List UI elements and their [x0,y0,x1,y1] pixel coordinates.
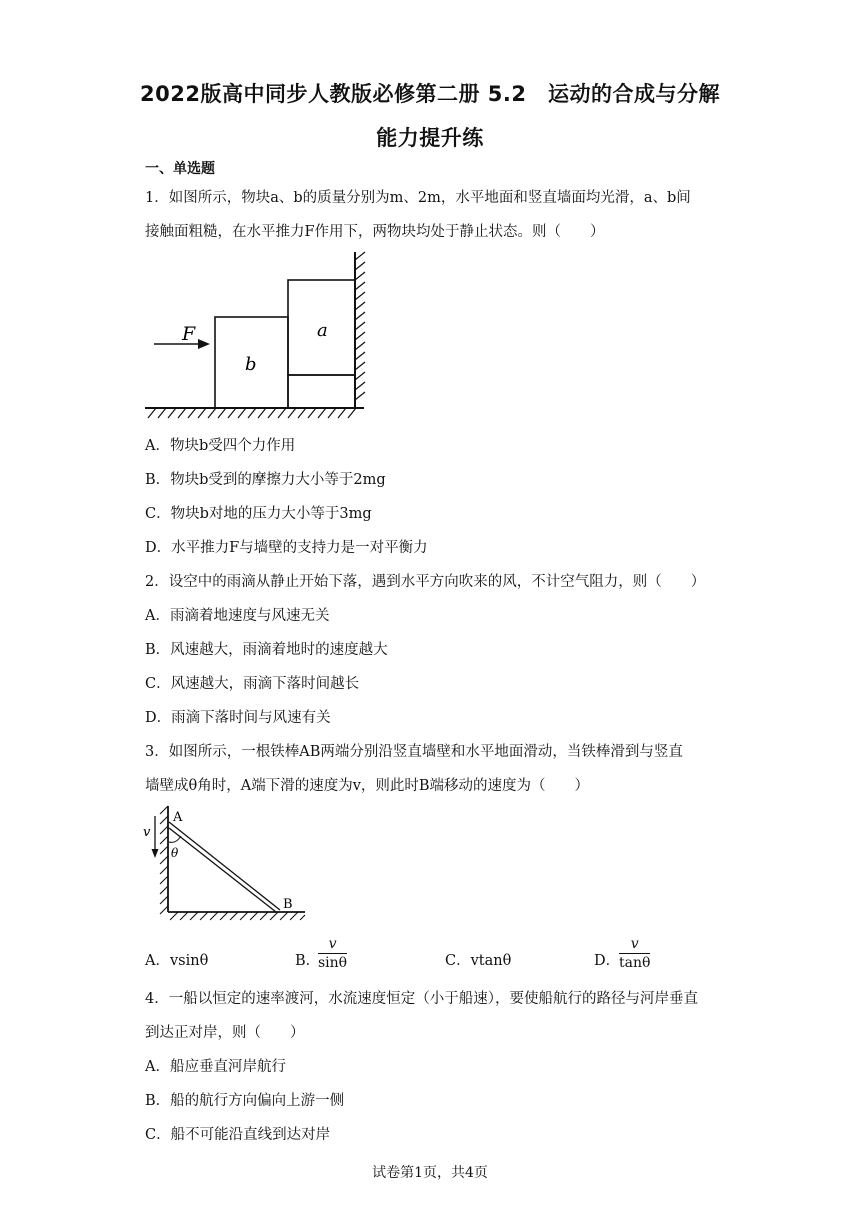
question-1-stem-line1: 1．如图所示，物块a、b的质量分别为m、2m，水平地面和竖直墙面均光滑，a、b间 [145,190,691,206]
floor-hatch [170,912,305,920]
question-1-option-d: D．水平推力F与墙壁的支持力是一对平衡力 [145,540,428,556]
question-1-figure [140,248,370,423]
label-b: B [283,897,293,912]
question-1-option-b: B．物块b受到的摩擦力大小等于2mg [145,472,386,488]
ground-hatch [148,408,356,418]
question-4-stem-line1: 4．一船以恒定的速率渡河，水流速度恒定（小于船速），要使船航行的路径与河岸垂直 [145,991,698,1007]
question-2-option-b: B．风速越大，雨滴着地时的速度越大 [145,642,388,658]
support-block [288,375,355,408]
question-3-figure [140,800,310,925]
label-theta: θ [171,846,179,860]
question-4-stem-line2: 到达正对岸，则（ ） [145,1025,305,1041]
question-2-option-d: D．雨滴下落时间与风速有关 [145,710,331,726]
fraction-numerator: v [328,936,337,952]
force-label: F [182,323,196,345]
block-b-label: b [245,354,257,375]
question-3-option-d-prefix: D． [594,953,621,969]
page-footer: 试卷第1页，共4页 [372,1165,488,1181]
label-v: v [143,825,151,840]
question-4-option-c: C．船不可能沿直线到达对岸 [145,1127,331,1143]
section-heading: 一、单选题 [145,161,215,177]
question-3-option-b-fraction [318,936,347,971]
question-3-option-d-fraction [619,936,650,971]
question-2-stem: 2．设空中的雨滴从静止开始下落，遇到水平方向吹来的风，不计空气阻力，则（ ） [145,574,706,590]
block-a-label: a [317,320,328,341]
page-title: 2022版高中同步人教版必修第二册 5.2 运动的合成与分解 [140,82,720,106]
wall-hatch [355,252,365,400]
question-1-option-c: C．物块b对地的压力大小等于3mg [145,506,372,522]
question-1-option-a: A．物块b受四个力作用 [145,438,296,454]
question-4-option-b: B．船的航行方向偏向上游一侧 [145,1093,345,1109]
fraction-denominator: tanθ [619,955,651,971]
question-3-option-c: C．vtanθ [445,953,512,969]
fraction-numerator: v [630,936,639,952]
wall-hatch [160,806,168,914]
question-2-option-a: A．雨滴着地速度与风速无关 [145,608,330,624]
question-3-option-a: A．vsinθ [145,953,209,969]
question-3-option-b-prefix: B． [295,953,321,969]
theta-arc [169,836,181,842]
page-subtitle: 能力提升练 [376,126,484,150]
velocity-arrowhead [152,849,159,858]
question-4-option-a: A．船应垂直河岸航行 [145,1059,286,1075]
question-3-stem-line2: 墙壁成θ角时，A端下滑的速度为v，则此时B端移动的速度为（ ） [145,778,590,794]
question-1-stem-line2: 接触面粗糙，在水平推力F作用下，两物块均处于静止状态。则（ ） [145,224,605,240]
question-2-option-c: C．风速越大，雨滴下落时间越长 [145,676,360,692]
fraction-denominator: sinθ [318,955,348,971]
force-arrowhead [198,339,210,349]
rod-ab-edge1 [169,822,280,910]
label-a: A [173,810,183,825]
question-3-stem-line1: 3．如图所示，一根铁棒AB两端分别沿竖直墙壁和水平地面滑动，当铁棒滑到与竖直 [145,744,683,760]
rod-ab-edge2 [169,828,276,912]
